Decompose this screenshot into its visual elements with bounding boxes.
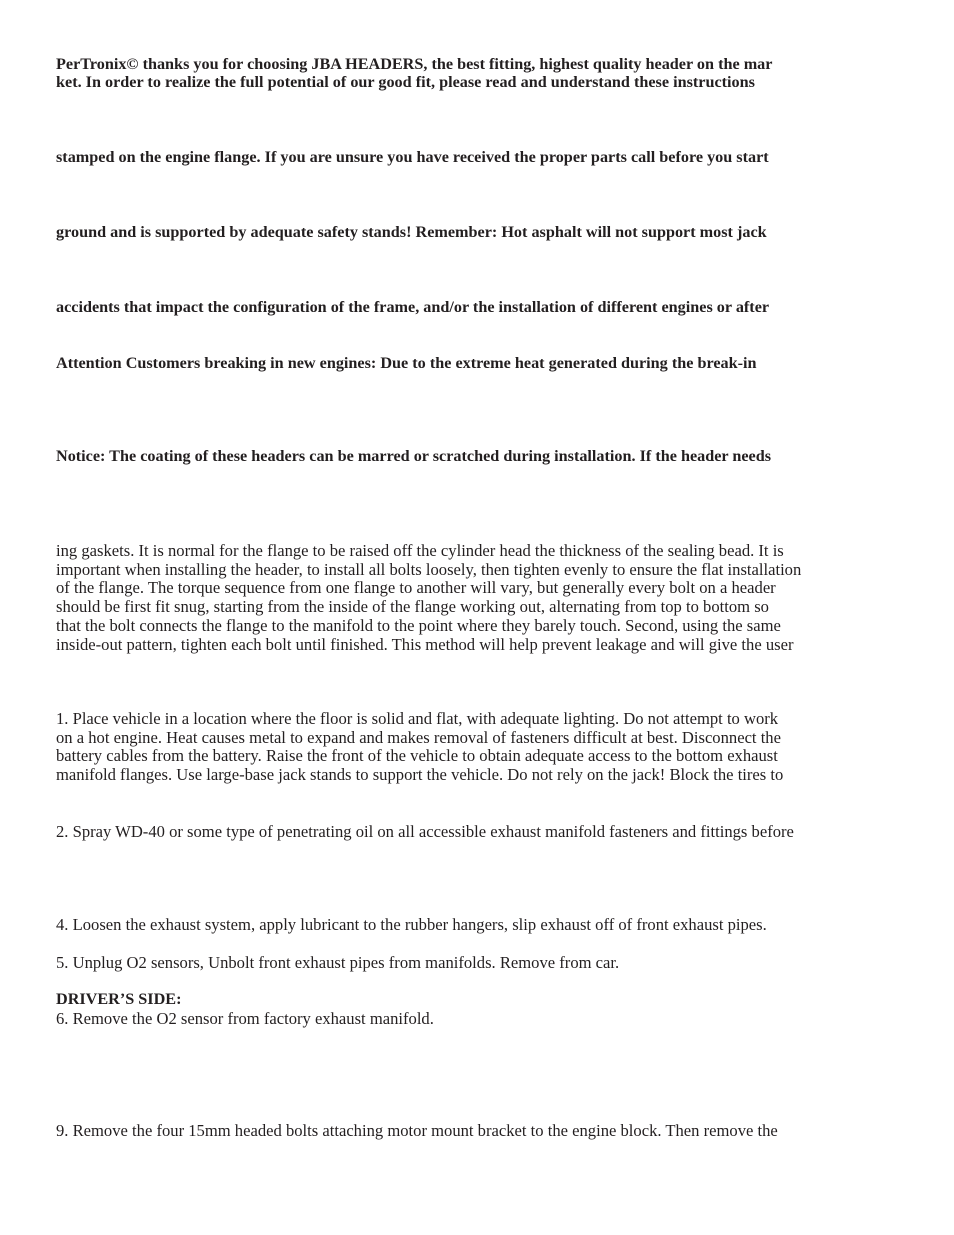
parts-notice-line: stamped on the engine flange. If you are unsure you have received the proper parts call before you start xyxy=(56,148,769,166)
step-4-line: 4. Loosen the exhaust system, apply lubricant to the rubber hangers, slip exhaust off of front exhaust pipes. xyxy=(56,915,767,934)
step-1-line-1: 1. Place vehicle in a location where the floor is solid and flat, with adequate lighting. Do not attempt to work xyxy=(56,709,779,728)
drivers-side-heading: DRIVER’S SIDE: xyxy=(56,990,182,1008)
gasket-paragraph-line-6: inside-out pattern, tighten each bolt until finished. This method will help prevent leakage and will give the user xyxy=(56,635,794,654)
coating-notice-line: Notice: The coating of these headers can be marred or scratched during installation. If the header needs xyxy=(56,447,772,465)
step-2-line: 2. Spray WD-40 or some type of penetrating oil on all accessible exhaust manifold fasteners and fittings before xyxy=(56,822,794,841)
safety-line: ground and is supported by adequate safety stands! Remember: Hot asphalt will not support most jack xyxy=(56,223,767,241)
gasket-paragraph-line-2: important when installing the header, to install all bolts loosely, then tighten evenly to ensure the flat installation xyxy=(56,560,802,579)
gasket-paragraph-line-4: should be first fit snug, starting from the inside of the flange working out, alternating from top to bottom so xyxy=(56,597,769,616)
step-6-line: 6. Remove the O2 sensor from factory exhaust manifold. xyxy=(56,1009,434,1028)
frame-accidents-line: accidents that impact the configuration of the frame, and/or the installation of different engines or after xyxy=(56,298,770,316)
step-9-line: 9. Remove the four 15mm headed bolts attaching motor mount bracket to the engine block. Then remove the xyxy=(56,1121,778,1140)
intro-line-2: ket. In order to realize the full potential of our good fit, please read and understand these instructions xyxy=(56,73,755,91)
break-in-attention-line: Attention Customers breaking in new engines: Due to the extreme heat generated during the break-in xyxy=(56,354,757,372)
step-5-line: 5. Unplug O2 sensors, Unbolt front exhaust pipes from manifolds. Remove from car. xyxy=(56,953,620,972)
gasket-paragraph-line-1: ing gaskets. It is normal for the flange to be raised off the cylinder head the thickness of the sealing bead. It is xyxy=(56,541,784,560)
step-1-line-3: battery cables from the battery. Raise the front of the vehicle to obtain adequate access to the bottom exhaust xyxy=(56,746,778,765)
gasket-paragraph-line-3: of the flange. The torque sequence from one flange to another will vary, but generally every bolt on a header xyxy=(56,578,776,597)
step-1-line-2: on a hot engine. Heat causes metal to expand and makes removal of fasteners difficult at best. Disconnect the xyxy=(56,728,781,747)
intro-line-1: PerTronix© thanks you for choosing JBA HEADERS, the best fitting, highest quality header on the mar xyxy=(56,55,773,73)
step-1-line-4: manifold flanges. Use large-base jack stands to support the vehicle. Do not rely on the jack! Block the tires to xyxy=(56,765,784,784)
gasket-paragraph-line-5: that the bolt connects the flange to the manifold to the point where they barely touch. Second, using the same xyxy=(56,616,781,635)
